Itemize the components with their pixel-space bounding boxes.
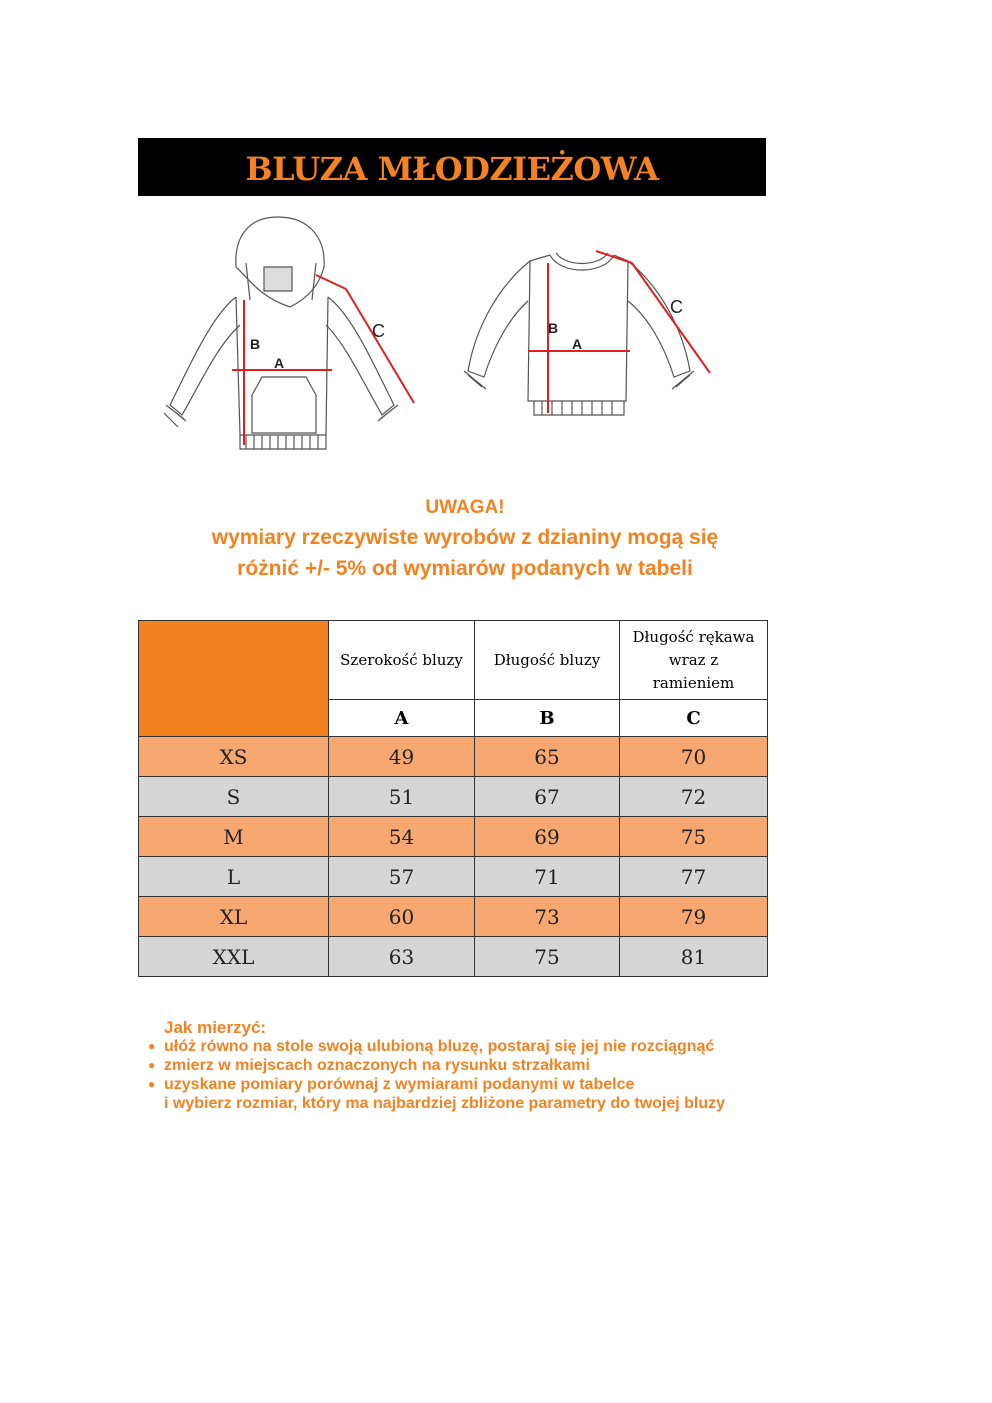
- hoodie-drawing: [164, 217, 398, 449]
- measurement-lines: [232, 251, 710, 445]
- table-row: [139, 857, 768, 897]
- howto-continuation: i wybierz rozmiar, który ma najbardziej zbliżone parametry do twojej bluzy: [164, 1095, 726, 1112]
- table-row: [139, 937, 768, 977]
- howto-title: Jak mierzyć:: [164, 1018, 267, 1037]
- value-c: 79: [620, 897, 768, 937]
- label-c-hoodie: C: [372, 321, 385, 341]
- label-b-hoodie: B: [250, 336, 261, 352]
- header-row: [139, 621, 768, 700]
- label-a-hoodie: A: [274, 355, 285, 371]
- warning-line-1: wymiary rzeczywiste wyrobów z dzianiny mogą się: [211, 526, 719, 549]
- list-item: [148, 1056, 725, 1075]
- header-sleeve-line: wraz z: [668, 650, 719, 669]
- label-a-sweat: A: [572, 336, 583, 352]
- warning-line-2: różnić +/- 5% od wymiarów podanych w tabeli: [237, 557, 693, 580]
- header-sleeve: [620, 621, 768, 700]
- bullet-icon: ●: [148, 1039, 156, 1053]
- label-c-sweat: C: [670, 297, 683, 317]
- letter-b: B: [475, 700, 620, 737]
- value-b: 75: [475, 937, 620, 977]
- table-row: [139, 897, 768, 937]
- value-a: 54: [329, 817, 475, 857]
- letter-a: A: [329, 700, 475, 737]
- title-bar: [138, 138, 766, 196]
- value-c: 75: [620, 817, 768, 857]
- value-c: 81: [620, 937, 768, 977]
- size-cell: XXL: [139, 937, 329, 977]
- value-c: 70: [620, 737, 768, 777]
- bullet-icon: ●: [148, 1077, 156, 1091]
- value-c: 77: [620, 857, 768, 897]
- list-item: [148, 1037, 725, 1056]
- warning-title: UWAGA!: [425, 497, 505, 518]
- table-row: [139, 737, 768, 777]
- corner-cell: [139, 621, 329, 737]
- table-row: [139, 777, 768, 817]
- howto-item: ułóż równo na stole swoją ulubioną bluzę, postaraj się jej nie rozciągnąć: [164, 1038, 715, 1055]
- value-b: 71: [475, 857, 620, 897]
- size-cell: M: [139, 817, 329, 857]
- value-b: 69: [475, 817, 620, 857]
- list-item: [148, 1075, 725, 1094]
- value-b: 65: [475, 737, 620, 777]
- value-a: 57: [329, 857, 475, 897]
- value-a: 60: [329, 897, 475, 937]
- value-a: 63: [329, 937, 475, 977]
- value-b: 73: [475, 897, 620, 937]
- header-sleeve-line: Długość rękawa: [632, 627, 755, 646]
- measurement-labels: [250, 297, 683, 371]
- letter-c: C: [620, 700, 768, 737]
- howto-item: zmierz w miejscach oznaczonych na rysunku strzałkami: [164, 1057, 590, 1074]
- bullet-icon: ●: [148, 1058, 156, 1072]
- value-a: 51: [329, 777, 475, 817]
- measurement-diagram: [150, 205, 750, 475]
- size-cell: S: [139, 777, 329, 817]
- how-to-measure: [148, 1018, 725, 1113]
- header-sleeve-line: ramieniem: [652, 673, 735, 692]
- value-c: 72: [620, 777, 768, 817]
- header-length: Długość bluzy: [475, 621, 620, 700]
- page-title: BLUZA MŁODZIEŻOWA: [245, 150, 659, 188]
- size-cell: XL: [139, 897, 329, 937]
- sweatshirt-drawing: [464, 253, 694, 415]
- value-b: 67: [475, 777, 620, 817]
- howto-item: uzyskane pomiary porównaj z wymiarami podanymi w tabelce: [164, 1076, 635, 1093]
- warning-note: [140, 494, 790, 584]
- value-a: 49: [329, 737, 475, 777]
- table-row: [139, 817, 768, 857]
- label-b-sweat: B: [548, 320, 559, 336]
- size-table: [138, 620, 768, 977]
- header-width: Szerokość bluzy: [329, 621, 475, 700]
- size-cell: XS: [139, 737, 329, 777]
- size-cell: L: [139, 857, 329, 897]
